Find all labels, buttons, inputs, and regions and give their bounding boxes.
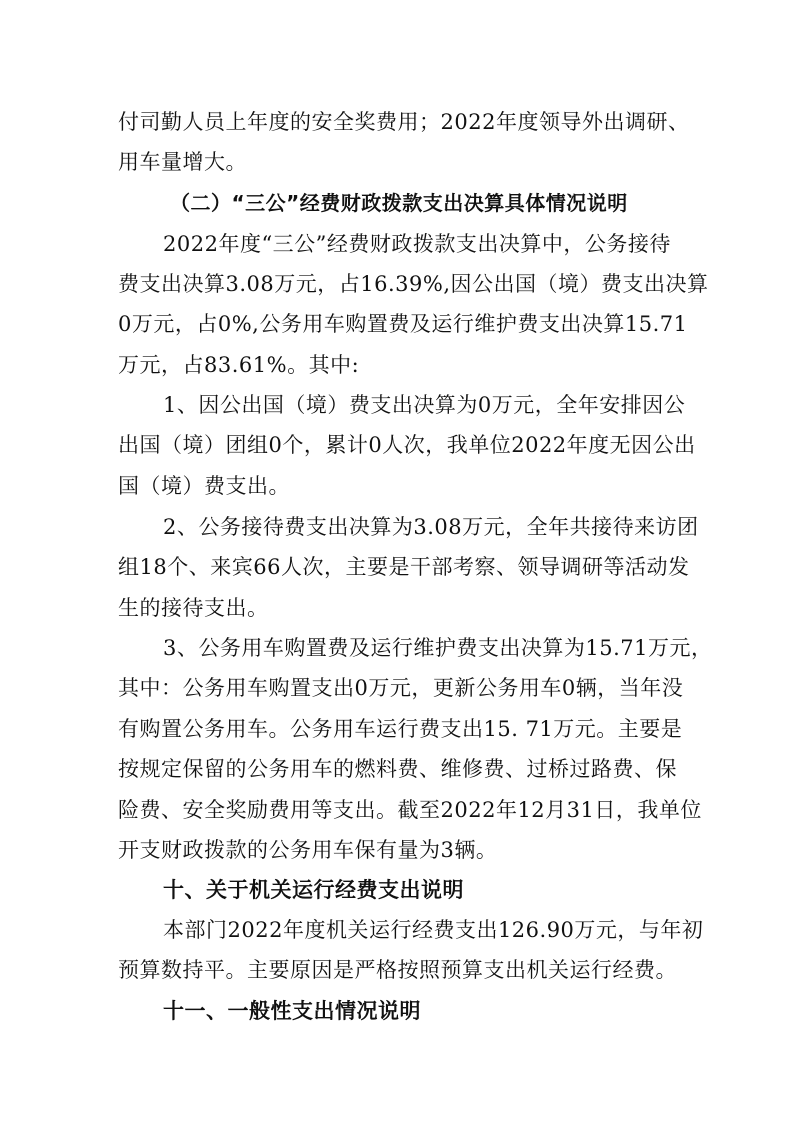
paragraph-line: 按规定保留的公务用车的燃料费、维修费、过桥过路费、保: [118, 757, 677, 781]
paragraph-line: 险费、安全奖励费用等支出。截至2022年12月31日，我单位: [118, 798, 702, 822]
paragraph-line: 付司勤人员上年度的安全奖费用；2022年度领导外出调研、: [118, 110, 690, 134]
paragraph-line: 0万元，占0%,公务用车购置费及运行维护费支出决算15.71: [118, 312, 688, 336]
paragraph-line: 生的接待支出。: [118, 596, 269, 620]
paragraph-line: 3、公务用车购置费及运行维护费支出决算为15.71万元，: [163, 636, 713, 660]
paragraph-line: 国（境）费支出。: [118, 474, 290, 498]
paragraph-line: 出国（境）团组0个，累计0人次，我单位2022年度无因公出: [118, 433, 696, 457]
paragraph-line: 有购置公务用车。公务用车运行费支出15. 71万元。主要是: [118, 717, 683, 741]
paragraph-line: 2、公务接待费支出决算为3.08万元，全年共接待来访团: [163, 515, 699, 539]
section-heading: 十、关于机关运行经费支出说明: [163, 878, 464, 902]
paragraph-line: 2022年度“三公”经费财政拨款支出决算中，公务接待: [163, 232, 671, 256]
paragraph-line: 开支财政拨款的公务用车保有量为3辆。: [118, 838, 498, 862]
section-heading: 十一、一般性支出情况说明: [163, 999, 421, 1023]
paragraph-line: 用车量增大。: [118, 150, 247, 174]
paragraph-line: 本部门2022年度机关运行经费支出126.90万元，与年初: [163, 918, 704, 942]
paragraph-line: 费支出决算3.08万元，占16.39%,因公出国（境）费支出决算: [118, 272, 709, 296]
paragraph-line: 组18个、来宾66人次，主要是干部考察、领导调研等活动发: [118, 555, 690, 579]
paragraph-line: 预算数持平。主要原因是严格按照预算支出机关运行经费。: [118, 958, 677, 982]
paragraph-line: 1、因公出国（境）费支出决算为0万元，全年安排因公: [163, 393, 686, 417]
paragraph-line: 其中：公务用车购置支出0万元，更新公务用车0辆，当年没: [118, 676, 684, 700]
section-heading: （二）“三公”经费财政拨款支出决算具体情况说明: [170, 191, 628, 215]
paragraph-line: 万元，占83.61%。其中:: [118, 353, 360, 377]
